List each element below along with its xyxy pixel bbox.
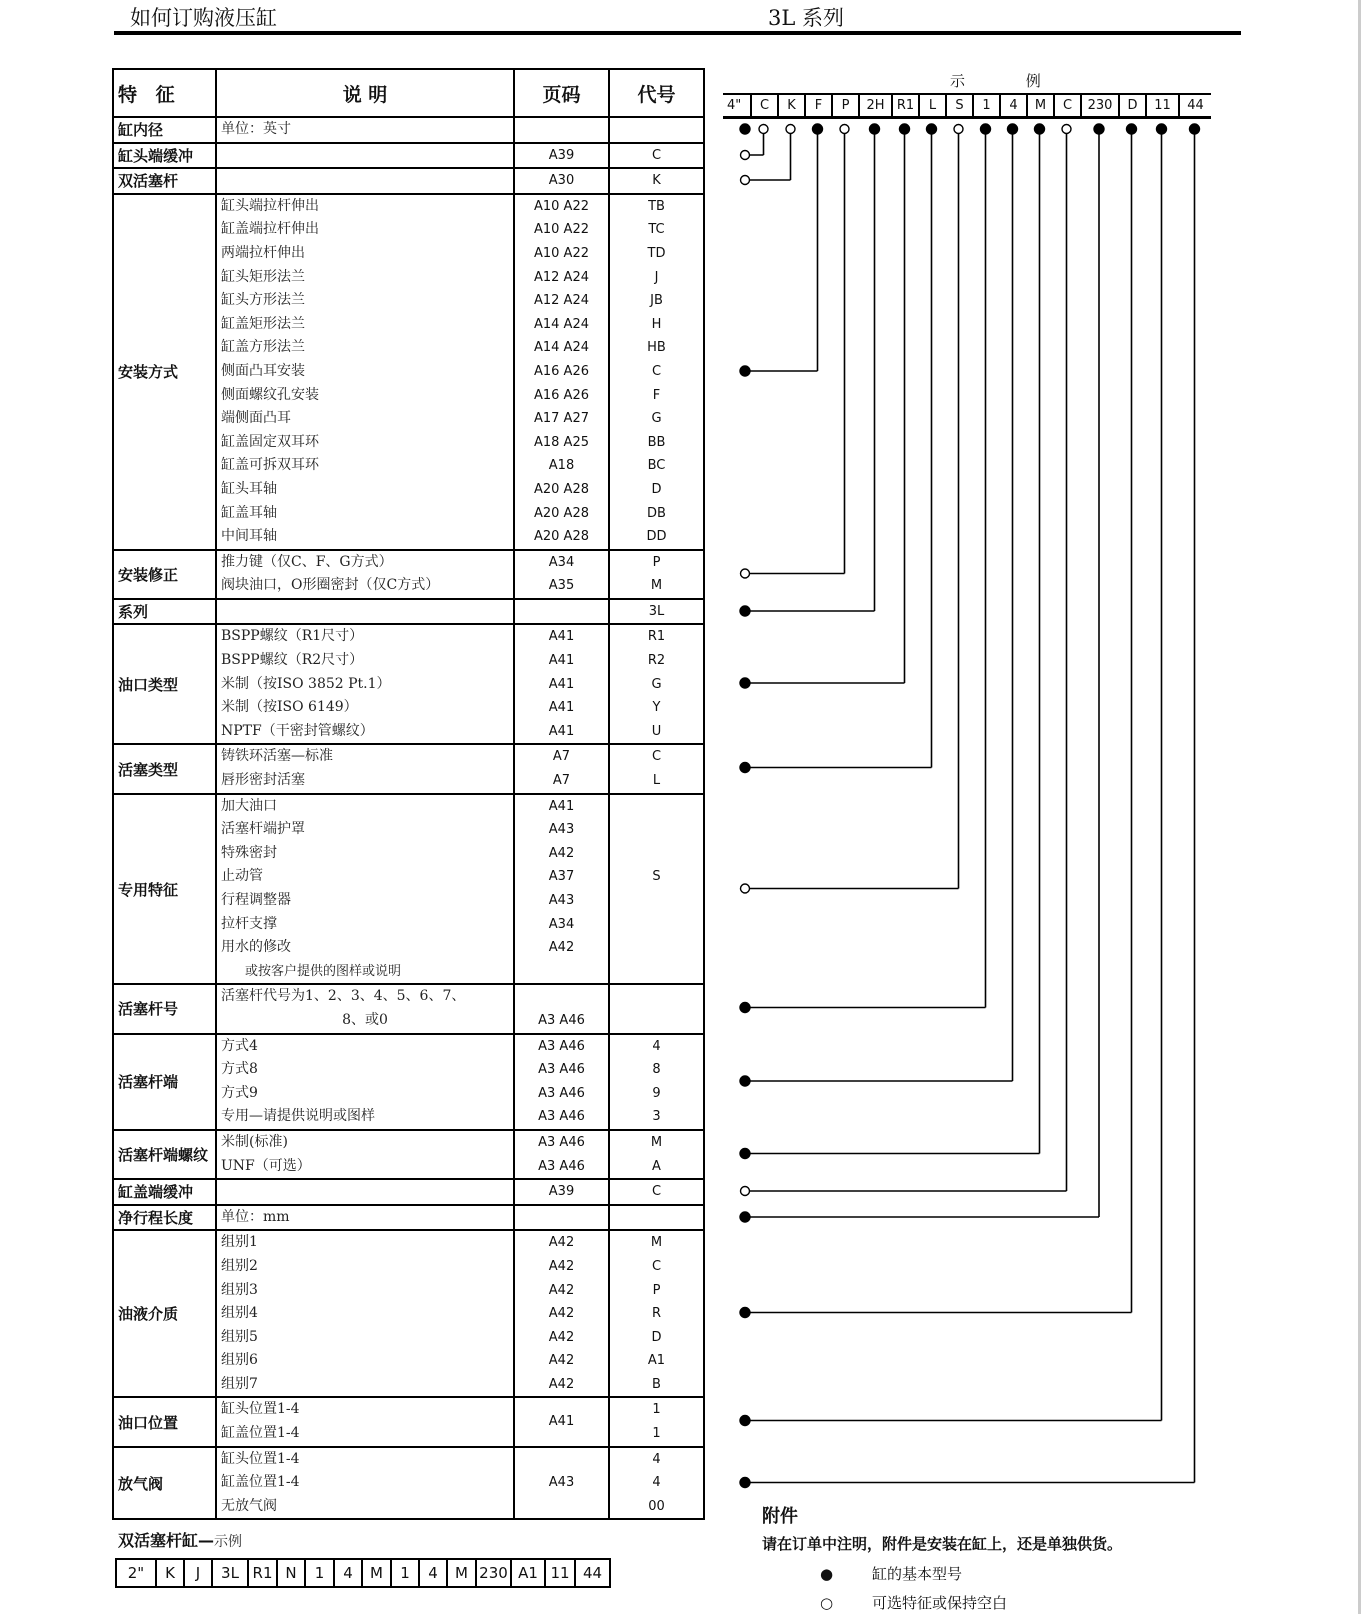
page-value: A42	[548, 1376, 575, 1392]
desc-value: 无放气阀	[221, 1497, 277, 1514]
code-value: S	[652, 869, 661, 885]
double-rod-code-box: J	[183, 1560, 211, 1586]
row-marker-dot-icon	[740, 1416, 750, 1426]
double-rod-code-boxes	[115, 1558, 611, 1588]
row-marker-dot-icon	[740, 1149, 750, 1159]
marker-dot-icon	[981, 124, 991, 134]
code-value: K	[652, 173, 661, 189]
double-rod-code-box: K	[155, 1560, 183, 1586]
feature-cell: 系列	[113, 599, 216, 625]
row-marker-dot-icon	[740, 1212, 750, 1222]
feature-cell: 活塞杆端	[113, 1034, 216, 1130]
filled-dot-icon: ●	[820, 1565, 834, 1583]
code-value: TC	[648, 222, 665, 238]
page-value: A7	[552, 749, 571, 765]
example-code-box: 4	[999, 95, 1026, 116]
desc-value: 组别1	[221, 1234, 258, 1251]
row-marker-dot-icon	[741, 151, 750, 160]
code-value: M	[650, 578, 663, 594]
page-value: A16 A26	[533, 363, 589, 379]
desc-value: BSPP螺纹（R1尺寸）	[221, 628, 364, 645]
code-value: R1	[647, 629, 666, 645]
feature-cell: 油口位置	[113, 1397, 216, 1446]
marker-dot-icon	[1094, 124, 1104, 134]
legend-open	[820, 1592, 1007, 1613]
desc-value: 组别5	[221, 1328, 258, 1345]
code-value: 9	[652, 1085, 661, 1101]
page-value: A7	[552, 773, 571, 789]
page-value: A42	[548, 1258, 575, 1274]
legend-filled-text: 缸的基本型号	[872, 1565, 963, 1583]
example-code-box: S	[945, 95, 972, 116]
double-rod-code-box: M	[446, 1560, 475, 1586]
code-value: C	[651, 363, 662, 379]
desc-value: 缸盖可拆双耳环	[221, 457, 319, 474]
feature-cell: 双活塞杆	[113, 168, 216, 194]
header-page: 页码	[514, 69, 609, 117]
desc-value: 缸盖耳轴	[221, 504, 277, 521]
code-value: D	[651, 1329, 662, 1345]
marker-dot-icon	[1062, 125, 1071, 134]
code-value: L	[652, 773, 661, 789]
row-marker-dot-icon	[740, 366, 750, 376]
code-value: G	[651, 676, 662, 692]
feature-cell: 油口类型	[113, 624, 216, 744]
desc-value: 缸头耳轴	[221, 480, 277, 497]
code-value: DD	[646, 529, 667, 545]
desc-value: UNF（可选）	[221, 1157, 311, 1174]
desc-value: 组别3	[221, 1281, 258, 1298]
code-value: F	[652, 387, 661, 403]
desc-value: 活塞杆端护罩	[221, 821, 305, 838]
page-value: A10 A22	[533, 198, 589, 214]
feature-cell: 放气阀	[113, 1447, 216, 1520]
desc-value: 组别4	[221, 1305, 258, 1322]
desc-value: 唇形密封活塞	[221, 772, 305, 789]
desc-value: BSPP螺纹（R2尺寸）	[221, 652, 364, 669]
code-value: 3L	[648, 603, 665, 619]
code-value: M	[650, 1235, 663, 1251]
marker-dot-icon	[840, 125, 849, 134]
accessories-note: 请在订单中注明，附件是安装在缸上，还是单独供货。	[762, 1535, 1123, 1553]
desc-value: 铸铁环活塞—标准	[221, 748, 333, 765]
code-value: C	[651, 1258, 662, 1274]
double-rod-title-text: 双活塞杆缸—	[118, 1531, 215, 1550]
code-value: JB	[650, 293, 663, 309]
desc-value: 侧面螺纹孔安装	[221, 386, 319, 403]
example-title: 示 例	[950, 72, 1069, 90]
desc-value: 缸盖位置1-4	[221, 1474, 300, 1491]
legend-open-text: 可选特征或保持空白	[872, 1594, 1008, 1612]
code-value: 1	[652, 1402, 661, 1418]
page-value: A41	[548, 676, 575, 692]
double-rod-code-box: 3L	[211, 1560, 247, 1586]
code-value: U	[651, 723, 662, 739]
page-value: A42	[548, 1235, 575, 1251]
desc-value: 用水的修改	[221, 939, 291, 956]
code-value: M	[650, 1134, 663, 1150]
page-value: A18	[548, 458, 575, 474]
code-value: R	[651, 1306, 662, 1322]
example-code-box: L	[918, 95, 945, 116]
page-value: A42	[548, 1353, 575, 1369]
page-value: A41	[548, 700, 575, 716]
marker-dot-icon	[740, 124, 750, 134]
double-rod-code-box: M	[361, 1560, 390, 1586]
desc-value: 缸头端拉杆伸出	[221, 197, 319, 214]
page-value: A10 A22	[533, 222, 589, 238]
marker-dot-icon	[1190, 124, 1200, 134]
double-rod-code-box: 4	[333, 1560, 361, 1586]
open-circle-icon: ○	[820, 1594, 834, 1612]
page-value: A14 A24	[533, 316, 589, 332]
page-value: A30	[548, 173, 575, 189]
page-value: A41	[548, 798, 575, 814]
example-code-box: 11	[1145, 95, 1178, 116]
code-value: Y	[652, 700, 661, 716]
code-value: 4	[652, 1475, 661, 1491]
page-value: A16 A26	[533, 387, 589, 403]
code-value: R2	[647, 653, 666, 669]
desc-value: 缸盖位置1-4	[221, 1425, 300, 1442]
desc-value: 8、或0	[342, 1011, 388, 1028]
page-value: A42	[548, 1282, 575, 1298]
example-code-box: 230	[1080, 95, 1118, 116]
code-value: TD	[647, 245, 666, 261]
page-value: A35	[548, 578, 575, 594]
double-rod-title	[118, 1528, 242, 1551]
page-value: A3 A46	[538, 1038, 585, 1054]
feature-cell: 安装修正	[113, 550, 216, 599]
page-value: A42	[548, 1306, 575, 1322]
row-marker-dot-icon	[740, 678, 750, 688]
row-marker-dot-icon	[741, 176, 750, 185]
page-value: A20 A28	[533, 505, 589, 521]
row-marker-dot-icon	[740, 1478, 750, 1488]
page-value: A39	[548, 1184, 575, 1200]
double-rod-code-box: R1	[247, 1560, 276, 1586]
desc-value: 方式4	[221, 1037, 258, 1054]
code-value: D	[651, 481, 662, 497]
marker-dot-icon	[900, 124, 910, 134]
code-value: 8	[652, 1062, 661, 1078]
code-value: P	[652, 554, 661, 570]
desc-value: 方式8	[221, 1061, 258, 1078]
page-value: A43	[548, 893, 575, 908]
feature-cell: 安装方式	[113, 194, 216, 550]
feature-cell: 缸盖端缓冲	[113, 1179, 216, 1205]
desc-value: 缸盖固定双耳环	[221, 433, 319, 450]
marker-dot-icon	[813, 124, 823, 134]
desc-value: 缸盖矩形法兰	[221, 315, 305, 332]
double-rod-code-box: A1	[510, 1560, 544, 1586]
page-value: A17 A27	[533, 411, 589, 427]
code-value: BB	[647, 434, 666, 450]
code-value: DB	[647, 505, 666, 521]
example-code-box: 4"	[727, 98, 742, 113]
feature-cell: 缸内径	[113, 117, 216, 143]
page-value: A37	[548, 869, 575, 885]
feature-cell: 活塞杆端螺纹	[113, 1130, 216, 1179]
desc-value: 方式9	[221, 1084, 258, 1101]
desc-value: 缸头方形法兰	[221, 292, 305, 309]
marker-dot-icon	[870, 124, 880, 134]
header-title: 如何订购液压缸	[130, 6, 277, 30]
header-desc: 说 明	[216, 69, 514, 117]
page-value: A41	[548, 1414, 575, 1430]
desc-value: 缸头矩形法兰	[221, 268, 305, 285]
accessories-title: 附件	[762, 1506, 798, 1527]
desc-value: 米制(标准)	[221, 1133, 288, 1150]
page-value: A3 A46	[538, 1062, 585, 1078]
desc-value: 缸盖端拉杆伸出	[221, 221, 319, 238]
double-rod-code-box: 44	[574, 1560, 609, 1586]
desc-value: NPTF（干密封管螺纹）	[221, 722, 374, 739]
page-value: A3 A46	[538, 1085, 585, 1101]
code-value: C	[651, 749, 662, 765]
page-value: A3 A46	[538, 1109, 585, 1125]
feature-cell: 活塞类型	[113, 744, 216, 793]
page-value: A3 A46	[538, 1158, 585, 1174]
desc-value: 组别2	[221, 1257, 258, 1274]
feature-cell: 专用特征	[113, 794, 216, 985]
page-value: A42	[548, 1329, 575, 1345]
example-code-box: D	[1118, 95, 1145, 116]
double-rod-code-box: 11	[544, 1560, 574, 1586]
desc-value: 拉杆支撑	[221, 915, 277, 932]
example-code-box: R1	[891, 95, 918, 116]
desc-value: 推力键（仅C、F、G方式）	[221, 553, 393, 570]
header-feature: 特 征	[113, 69, 216, 117]
desc-value: 加大油口	[221, 797, 277, 814]
page-value: A12 A24	[533, 293, 589, 309]
feature-cell: 净行程长度	[113, 1205, 216, 1231]
example-code-box: F	[804, 95, 831, 116]
desc-value: 中间耳轴	[221, 528, 277, 545]
feature-cell: 缸头端缓冲	[113, 143, 216, 169]
desc-value: 阀块油口，O形圈密封（仅C方式）	[221, 577, 440, 594]
code-value: P	[652, 1282, 661, 1298]
marker-dot-icon	[1035, 124, 1045, 134]
page-value: A43	[548, 822, 575, 838]
row-marker-dot-icon	[741, 569, 750, 578]
example-code-box: 44	[1178, 95, 1211, 116]
page-value: A42	[548, 845, 575, 861]
code-value: C	[651, 1184, 662, 1200]
example-code-box: C	[1053, 95, 1080, 116]
double-rod-code-box: N	[276, 1560, 304, 1586]
page-value: A43	[548, 1475, 575, 1491]
example-code-box: 2H	[858, 95, 891, 116]
desc-value: 米制（按ISO 3852 Pt.1）	[221, 675, 391, 692]
desc-value: 或按客户提供的图样或说明	[245, 963, 402, 979]
double-rod-code-box: 1	[390, 1560, 418, 1586]
page-value: A14 A24	[533, 340, 589, 356]
code-value: A1	[647, 1353, 666, 1369]
marker-dot-icon	[927, 124, 937, 134]
desc-value: 侧面凸耳安装	[221, 362, 305, 379]
double-rod-code-box: 230	[475, 1560, 510, 1586]
code-value: 1	[652, 1426, 661, 1442]
page-value: A20 A28	[533, 481, 589, 497]
header-code: 代号	[609, 69, 704, 117]
code-value: HB	[647, 340, 666, 356]
code-value: J	[654, 269, 659, 285]
page-value: A3 A46	[538, 1012, 585, 1028]
code-value: H	[651, 316, 662, 332]
desc-value: 米制（按ISO 6149）	[221, 699, 358, 716]
page-value: A18 A25	[533, 434, 589, 450]
double-rod-code-box: 1	[304, 1560, 333, 1586]
code-value: G	[651, 411, 662, 427]
page-value: A34	[548, 554, 575, 570]
desc-value: 止动管	[221, 868, 263, 885]
marker-dot-icon	[786, 125, 795, 134]
marker-dot-icon	[759, 125, 768, 134]
feature-cell: 活塞杆号	[113, 984, 216, 1033]
row-marker-dot-icon	[741, 884, 750, 893]
example-code-box: M	[1026, 95, 1053, 116]
legend-filled	[820, 1563, 962, 1584]
row-marker-dot-icon	[741, 1187, 750, 1196]
code-value: TB	[648, 198, 665, 214]
double-rod-code-box: 4	[418, 1560, 446, 1586]
marker-dot-icon	[1008, 124, 1018, 134]
desc-value: 缸头位置1-4	[221, 1401, 300, 1418]
page-value: A20 A28	[533, 529, 589, 545]
header-series: 3L 系列	[768, 6, 844, 30]
desc-value: 特殊密封	[221, 844, 277, 861]
desc-value: 缸头位置1-4	[221, 1450, 300, 1467]
example-code-box: P	[831, 95, 858, 116]
row-marker-dot-icon	[740, 1076, 750, 1086]
desc-value: 缸盖方形法兰	[221, 339, 305, 356]
double-rod-code-box: 2"	[127, 1564, 145, 1582]
page-value: A41	[548, 629, 575, 645]
page-value: A3 A46	[538, 1134, 585, 1150]
row-marker-dot-icon	[740, 606, 750, 616]
row-marker-dot-icon	[740, 763, 750, 773]
page-value: A41	[548, 723, 575, 739]
page-value: A10 A22	[533, 245, 589, 261]
code-value: 4	[652, 1038, 661, 1054]
desc-value: 单位：mm	[221, 1208, 290, 1225]
desc-value: 专用—请提供说明或图样	[221, 1108, 375, 1125]
page-value: A39	[548, 147, 575, 163]
desc-value: 行程调整器	[221, 892, 291, 908]
code-value: BC	[647, 458, 666, 474]
code-value: B	[652, 1376, 661, 1392]
feature-cell: 油液介质	[113, 1230, 216, 1397]
example-code-box: 1	[972, 95, 999, 116]
example-code-box: K	[777, 95, 804, 116]
marker-dot-icon	[1127, 124, 1137, 134]
double-rod-title-suffix: 示例	[214, 1534, 243, 1550]
code-value: 4	[652, 1451, 661, 1467]
page-value: A42	[548, 940, 575, 956]
code-value: 00	[648, 1498, 665, 1514]
code-value: A	[652, 1158, 661, 1174]
desc-value: 两端拉杆伸出	[221, 244, 305, 261]
row-marker-dot-icon	[740, 1308, 750, 1318]
code-value: 3	[652, 1109, 661, 1125]
desc-value: 端侧面凸耳	[221, 410, 291, 427]
code-value: C	[651, 147, 662, 163]
marker-dot-icon	[954, 125, 963, 134]
page-value: A12 A24	[533, 269, 589, 285]
desc-value: 活塞杆代号为1、2、3、4、5、6、7、	[221, 988, 466, 1005]
page-value: A41	[548, 653, 575, 669]
desc-value: 单位：英寸	[221, 121, 291, 137]
desc-value: 组别7	[221, 1375, 258, 1392]
marker-dot-icon	[1157, 124, 1167, 134]
page-value: A34	[548, 916, 575, 932]
desc-value: 组别6	[221, 1352, 258, 1369]
row-marker-dot-icon	[740, 1003, 750, 1013]
example-code-box: C	[750, 95, 777, 116]
